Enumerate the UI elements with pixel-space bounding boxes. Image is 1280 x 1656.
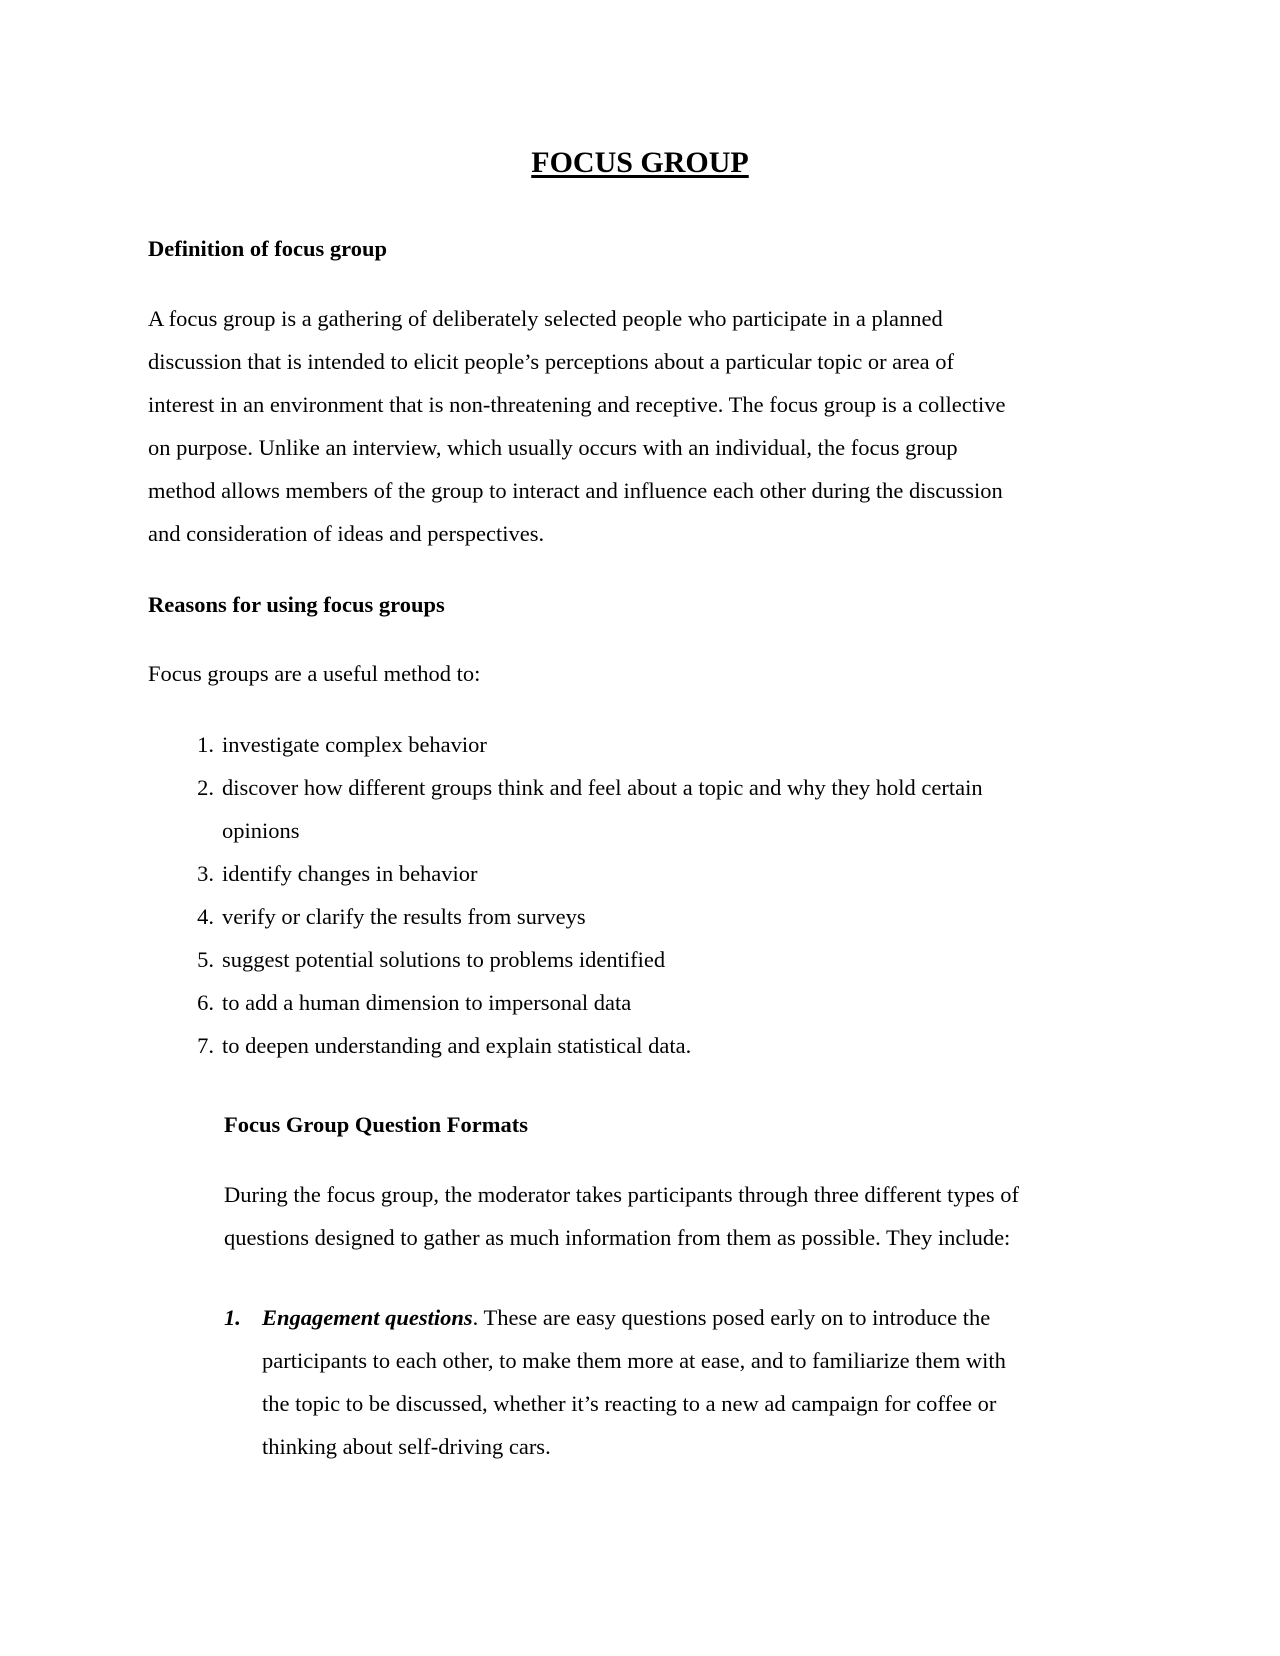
formats-paragraph <box>224 1173 1019 1259</box>
list-item-text: discover how different groups think and feel about a topic and why they hold certain <box>222 775 983 800</box>
page-title: FOCUS GROUP <box>531 146 749 179</box>
list-item-text: identify changes in behavior <box>222 861 478 886</box>
reasons-intro: Focus groups are a useful method to: <box>148 661 481 686</box>
list-item-text: opinions <box>222 818 300 843</box>
definition-line: method allows members of the group to interact and influence each other during the discussion <box>148 478 1003 503</box>
list-item-number: 2. <box>197 775 214 800</box>
definition-line: A focus group is a gathering of deliberately selected people who participate in a planned <box>148 306 943 331</box>
list-item <box>197 895 983 938</box>
list-item-number: 7. <box>197 1033 214 1058</box>
definition-paragraph <box>148 297 1005 555</box>
engagement-line: thinking about self-driving cars. <box>262 1434 551 1459</box>
reasons-list <box>197 723 983 1067</box>
list-item-number: 6. <box>197 990 214 1015</box>
formats-line: During the focus group, the moderator takes participants through three different types of <box>224 1182 1019 1207</box>
list-item <box>197 981 983 1024</box>
list-item-text: to deepen understanding and explain statistical data. <box>222 1033 692 1058</box>
list-item <box>197 852 983 895</box>
list-item-number: 5. <box>197 947 214 972</box>
definition-line: discussion that is intended to elicit people’s perceptions about a particular topic or area of <box>148 349 955 374</box>
engagement-first-rest: . These are easy questions posed early on to introduce the <box>472 1305 991 1330</box>
engagement-term: Engagement questions <box>262 1305 473 1330</box>
list-item-text: suggest potential solutions to problems identified <box>222 947 666 972</box>
list-item <box>197 723 983 766</box>
list-item-number: 3. <box>197 861 214 886</box>
list-item-number: 1. <box>224 1305 241 1330</box>
definition-line: interest in an environment that is non-threatening and receptive. The focus group is a collective <box>148 392 1006 417</box>
definition-heading: Definition of focus group <box>148 236 387 261</box>
list-item <box>197 766 983 852</box>
engagement-line: participants to each other, to make them more at ease, and to familiarize them with <box>262 1348 1006 1373</box>
engagement-questions-text <box>262 1296 1122 1468</box>
formats-heading: Focus Group Question Formats <box>224 1112 528 1137</box>
definition-line: and consideration of ideas and perspectives. <box>148 521 545 546</box>
engagement-line: the topic to be discussed, whether it’s reacting to a new ad campaign for coffee or <box>262 1391 997 1416</box>
list-item <box>197 1024 983 1067</box>
engagement-first-line <box>262 1296 1122 1339</box>
list-item-text: verify or clarify the results from surveys <box>222 904 586 929</box>
list-item-number: 1. <box>197 732 214 757</box>
formats-line: questions designed to gather as much information from them as possible. They include: <box>224 1225 1011 1250</box>
list-item <box>197 938 983 981</box>
definition-line: on purpose. Unlike an interview, which usually occurs with an individual, the focus group <box>148 435 958 460</box>
list-item-text: investigate complex behavior <box>222 732 487 757</box>
list-item-text: to add a human dimension to impersonal data <box>222 990 632 1015</box>
reasons-heading: Reasons for using focus groups <box>148 592 445 617</box>
list-item-number: 4. <box>197 904 214 929</box>
